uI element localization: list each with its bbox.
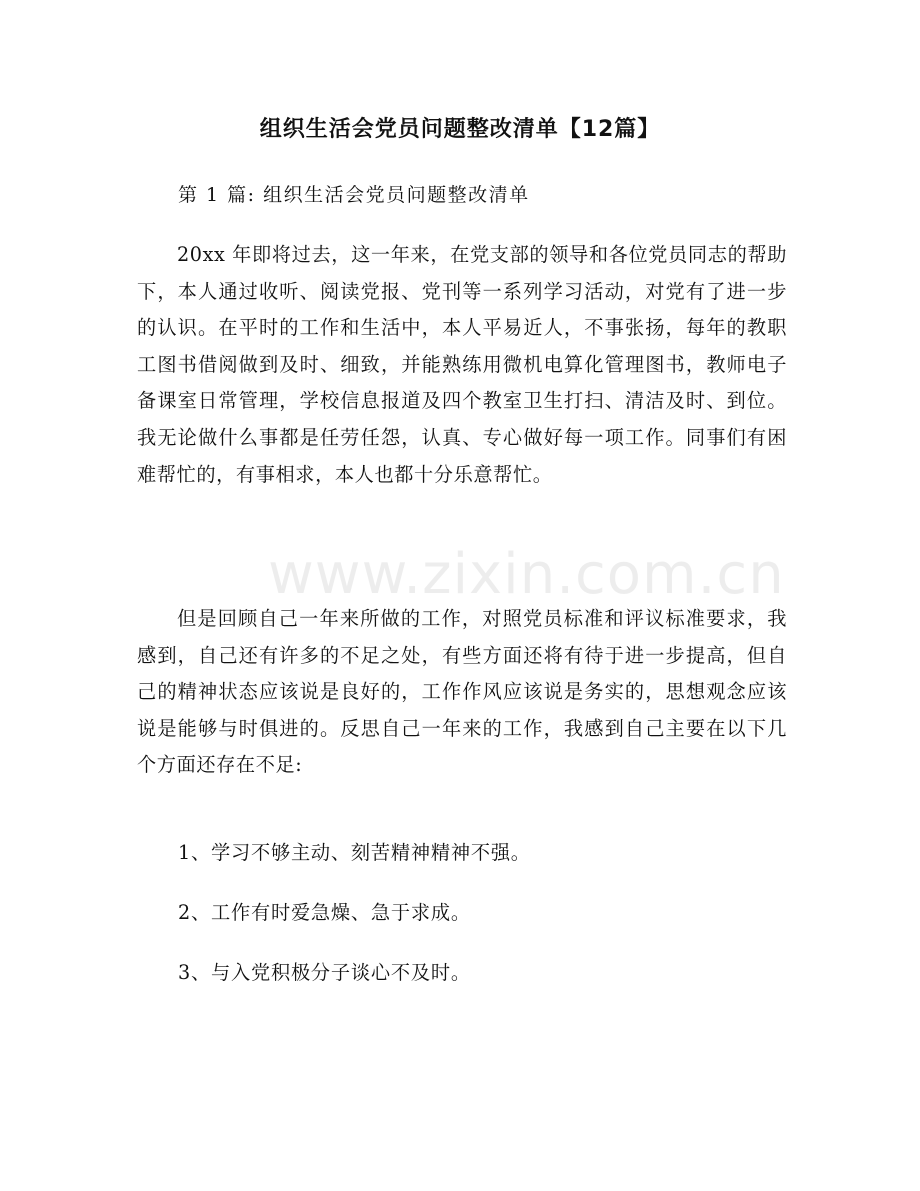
list-item-2: 2、工作有时爱急燥、急于求成。 [178,901,471,924]
document-title: 组织生活会党员问题整改清单【12篇】 [259,117,661,142]
list-item-3: 3、与入党积极分子谈心不及时。 [178,961,471,984]
paragraph-2: 但是回顾自己一年来所做的工作，对照党员标准和评议标准要求，我感到，自己还有许多的不足之处，有些方面还将有待于进一步提高，但自己的精神状态应该说是良好的，工作作风应该说是务实的，思想观念应该说是能够与时俱进的。反思自己一年来的工作，我感到自己主要在以下几个方面还存在不足: [137,607,787,777]
section-heading: 第 1 篇: 组织生活会党员问题整改清单 [178,184,530,206]
paragraph-1: 20xx 年即将过去，这一年来，在党支部的领导和各位党员同志的帮助下，本人通过收听、阅读党报、党刊等一系列学习活动，对党有了进一步的认识。在平时的工作和生活中，本人平易近人，不事张扬，每年的教职工图书借阅做到及时、细致，并能熟练用微机电算化管理图书，教师电子备课室日常管理，学校信息报道及四个教室卫生打扫、清洁及时、到位。我无论做什么事都是任劳任怨，认真、专心做好每一项工作。同事们有困难帮忙的，有事相求，本人也都十分乐意帮忙。 [137,243,787,486]
watermark: www.zixin.com.cn [268,542,785,607]
list-item-1: 1、学习不够主动、刻苦精神精神不强。 [178,841,531,864]
